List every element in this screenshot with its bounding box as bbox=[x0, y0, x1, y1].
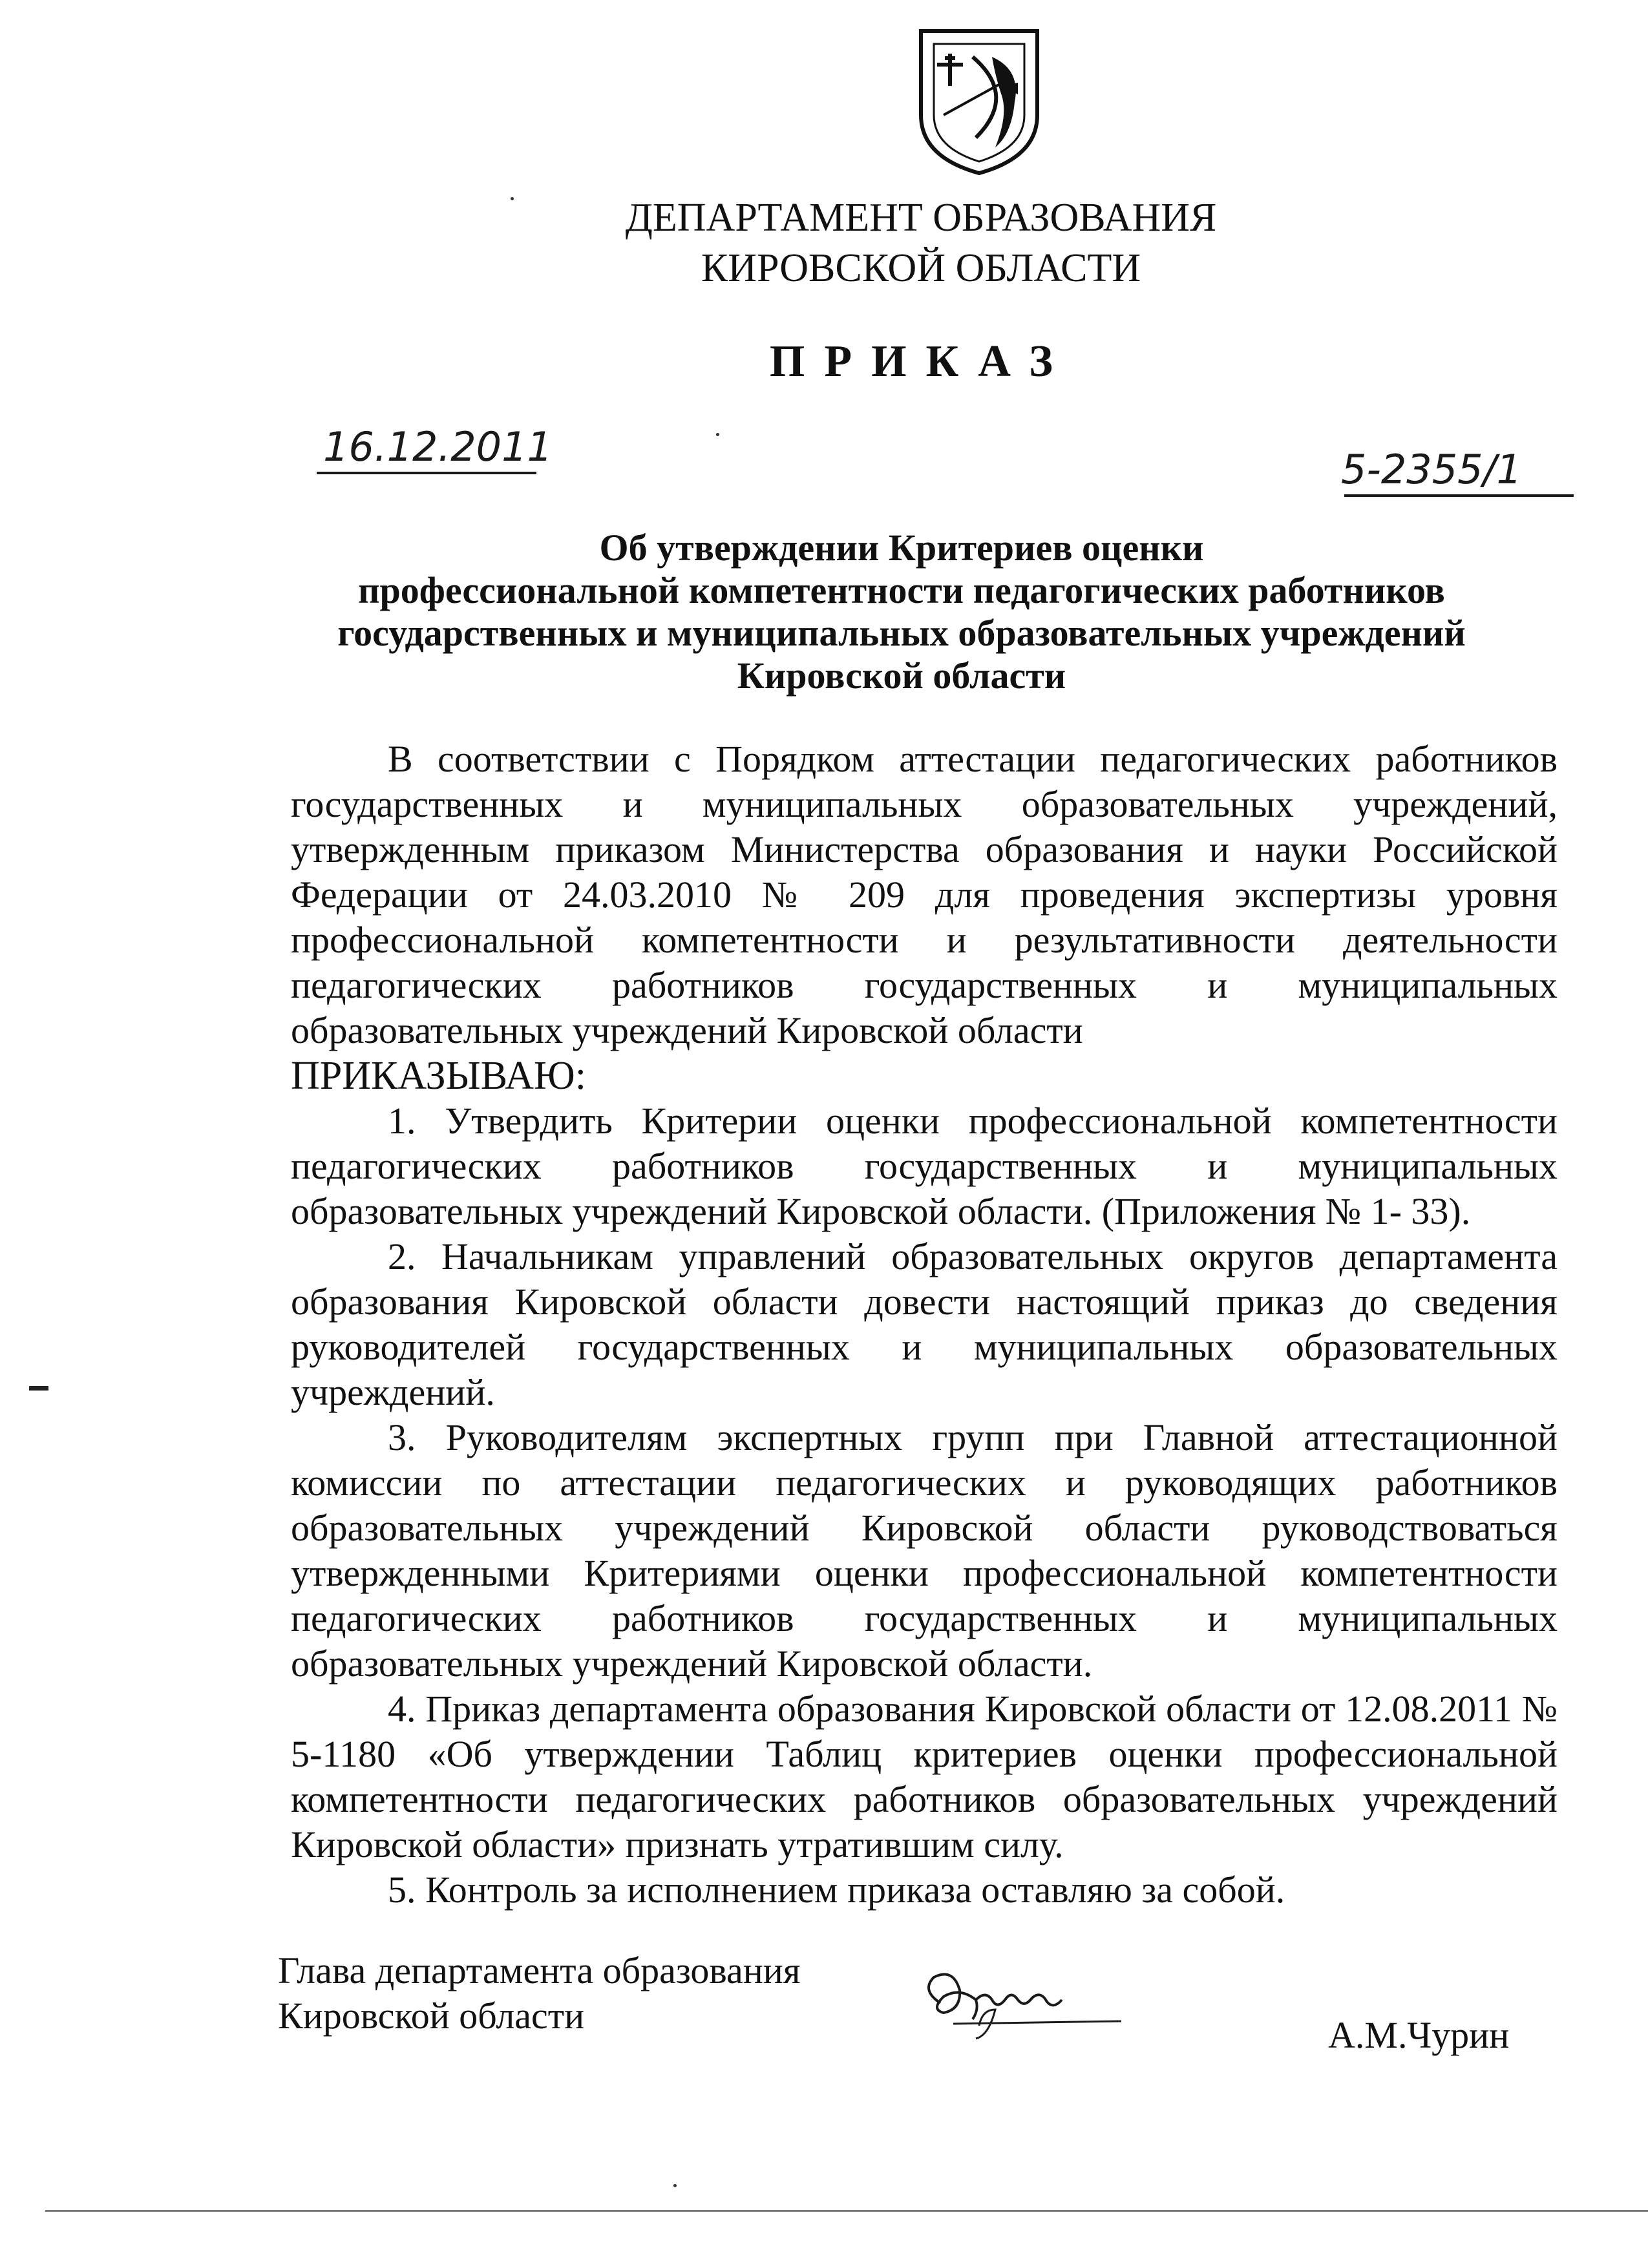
preamble-paragraph: В соответствии с Порядком аттестации педагогических работников государственных и муниципальных образовательных учреждений, утвержденным приказом Министерства образования и науки Российской Федерации от 24.03.2010 № 209 для проведения экспертизы уровня профессиональной компетентности и результативности деятельности педагогических работников государственных и муниципальных образовательных учреждений Кировской области bbox=[291, 738, 1558, 1051]
number-underline bbox=[1344, 494, 1574, 497]
order-item: 1. Утвердить Критерии оценки профессиональной компетентности педагогических работников государственных и муниципальных образовательных учреждений Кировской области. (Приложения № 1- 33). bbox=[291, 1100, 1558, 1232]
subject-line: государственных и муниципальных образовательных учреждений bbox=[337, 612, 1466, 654]
coat-of-arms-emblem bbox=[905, 18, 1053, 180]
signatory-name: А.М.Чурин bbox=[1328, 2014, 1510, 2056]
subject-line: Об утверждении Критериев оценки bbox=[599, 527, 1204, 569]
subject-line: профессиональной компетентности педагогических работников bbox=[358, 569, 1445, 611]
scan-mark bbox=[29, 1386, 48, 1391]
order-item: 2. Начальникам управлений образовательных округов департамента образования Кировской области довести настоящий приказ до сведения руководителей государственных и муниципальных образовательных учреждений. bbox=[291, 1235, 1558, 1413]
order-word: ПРИКАЗЫВАЮ: bbox=[291, 1054, 586, 1098]
subject-line: Кировской области bbox=[737, 655, 1066, 697]
order-item: 5. Контроль за исполнением приказа оставляю за собой. bbox=[388, 1869, 1285, 1911]
date-underline bbox=[317, 472, 536, 474]
page-bottom-edge bbox=[45, 2210, 1648, 2212]
scan-speck bbox=[673, 2184, 677, 2187]
scan-speck bbox=[716, 433, 719, 436]
order-body bbox=[291, 737, 1558, 1913]
order-date: 16.12.2011 bbox=[323, 423, 553, 470]
order-item: 4. Приказ департамента образования Кировской области от 12.08.2011 № 5-1180 «Об утверждении Таблиц критериев оценки профессиональной компетентности педагогических работников образовательных учреждений Кировской области» признать утратившим силу. bbox=[291, 1688, 1558, 1865]
order-subject bbox=[0, 527, 1648, 697]
order-item: 3. Руководителям экспертных групп при Главной аттестационной комиссии по аттестации педагогических и руководящих работников образовательных учреждений Кировской области руководствоваться утвержденными Критериями оценки профессиональной компетентности педагогических работников государственных и муниципальных образовательных учреждений Кировской области. bbox=[291, 1416, 1558, 1685]
signatory-position-line1: Глава департамента образования bbox=[278, 1949, 801, 1991]
handwritten-signature bbox=[914, 1964, 1128, 2042]
signatory-position-line2: Кировской области bbox=[278, 1995, 585, 2037]
department-title-line1: ДЕПАРТАМЕНТ ОБРАЗОВАНИЯ bbox=[625, 196, 1217, 240]
department-title-line2: КИРОВСКОЙ ОБЛАСТИ bbox=[701, 246, 1141, 290]
scan-speck bbox=[511, 197, 514, 200]
document-type-title: ПРИКАЗ bbox=[769, 337, 1073, 386]
order-number: 5-2355/1 bbox=[1341, 446, 1522, 493]
